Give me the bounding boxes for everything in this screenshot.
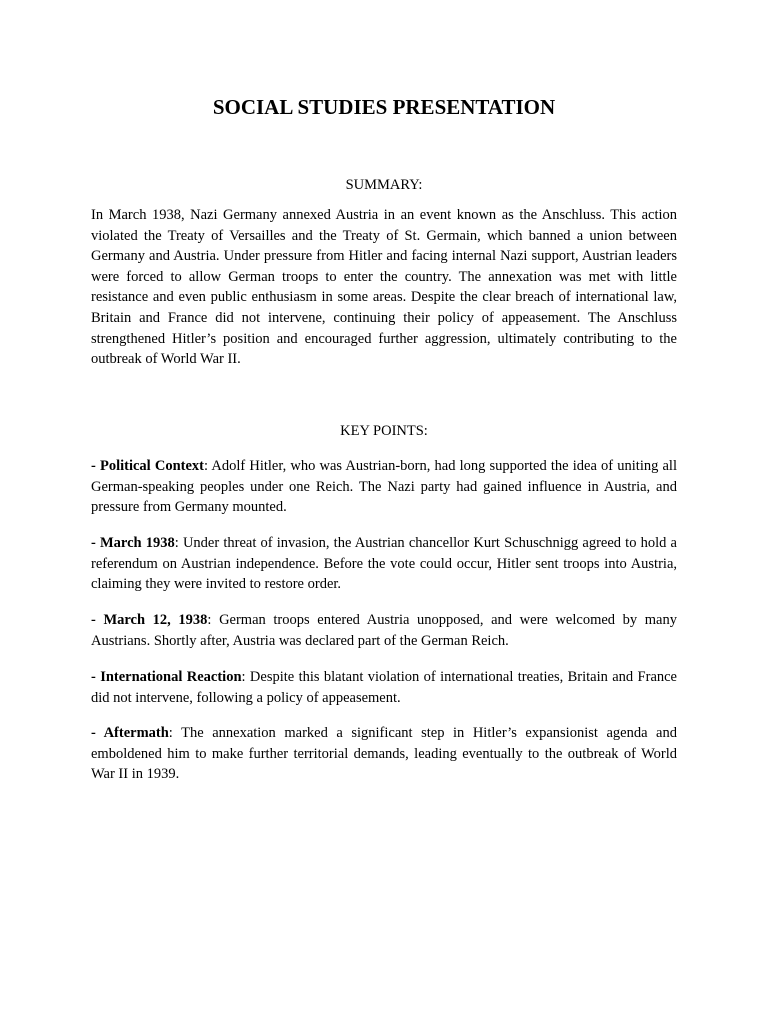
key-point-text: : Under threat of invasion, the Austrian chancellor Kurt Schuschnigg agreed to hold a referendum on Austrian independence. Before the vote could occur, Hitler sent troops into Austria, claiming they were invited to restore order. — [91, 535, 677, 593]
key-point-march-12-1938 — [91, 610, 677, 651]
key-point-label: - International Reaction — [91, 669, 242, 685]
key-point-aftermath — [91, 723, 677, 785]
key-points-heading: KEY POINTS: — [340, 423, 428, 439]
key-point-label: - Aftermath — [91, 725, 169, 741]
key-point-text: : German troops entered Austria unopposed, and were welcomed by many Austrians. Shortly after, Austria was declared part of the German Reich. — [91, 612, 677, 649]
key-point-international-reaction — [91, 667, 677, 708]
summary-heading: SUMMARY: — [345, 177, 423, 193]
document-title: SOCIAL STUDIES PRESENTATION — [212, 95, 556, 119]
summary-paragraph: In March 1938, Nazi Germany annexed Austria in an event known as the Anschluss. This action violated the Treaty of Versailles and the Treaty of St. Germain, which banned a union between Germany and Austria. Under pressure from Hitler and facing internal Nazi support, Austrian leaders were forced to allow German troops to enter the country. The annexation was met with little resistance and even public enthusiasm in some areas. Despite the clear breach of international law, Britain and France did not intervene, continuing their policy of appeasement. The Anschluss strengthened Hitler’s position and encouraged further aggression, ultimately contributing to the outbreak of World War II. — [91, 207, 677, 368]
key-point-text: : Despite this blatant violation of international treaties, Britain and France did not intervene, following a policy of appeasement. — [91, 669, 677, 706]
key-point-text: : The annexation marked a significant step in Hitler’s expansionist agenda and emboldened him to make further territorial demands, leading eventually to the outbreak of World War II in 1939. — [91, 725, 677, 783]
key-point-label: - Political Context — [91, 458, 204, 474]
key-point-label: - March 1938 — [91, 535, 175, 551]
key-point-text: : Adolf Hitler, who was Austrian-born, had long supported the idea of uniting all German-speaking peoples under one Reich. The Nazi party had gained influence in Austria, and pressure from Germany mounted. — [91, 458, 677, 516]
key-point-march-1938 — [91, 533, 677, 595]
key-point-political-context — [91, 456, 677, 518]
key-point-label: - March 12, 1938 — [91, 612, 208, 628]
